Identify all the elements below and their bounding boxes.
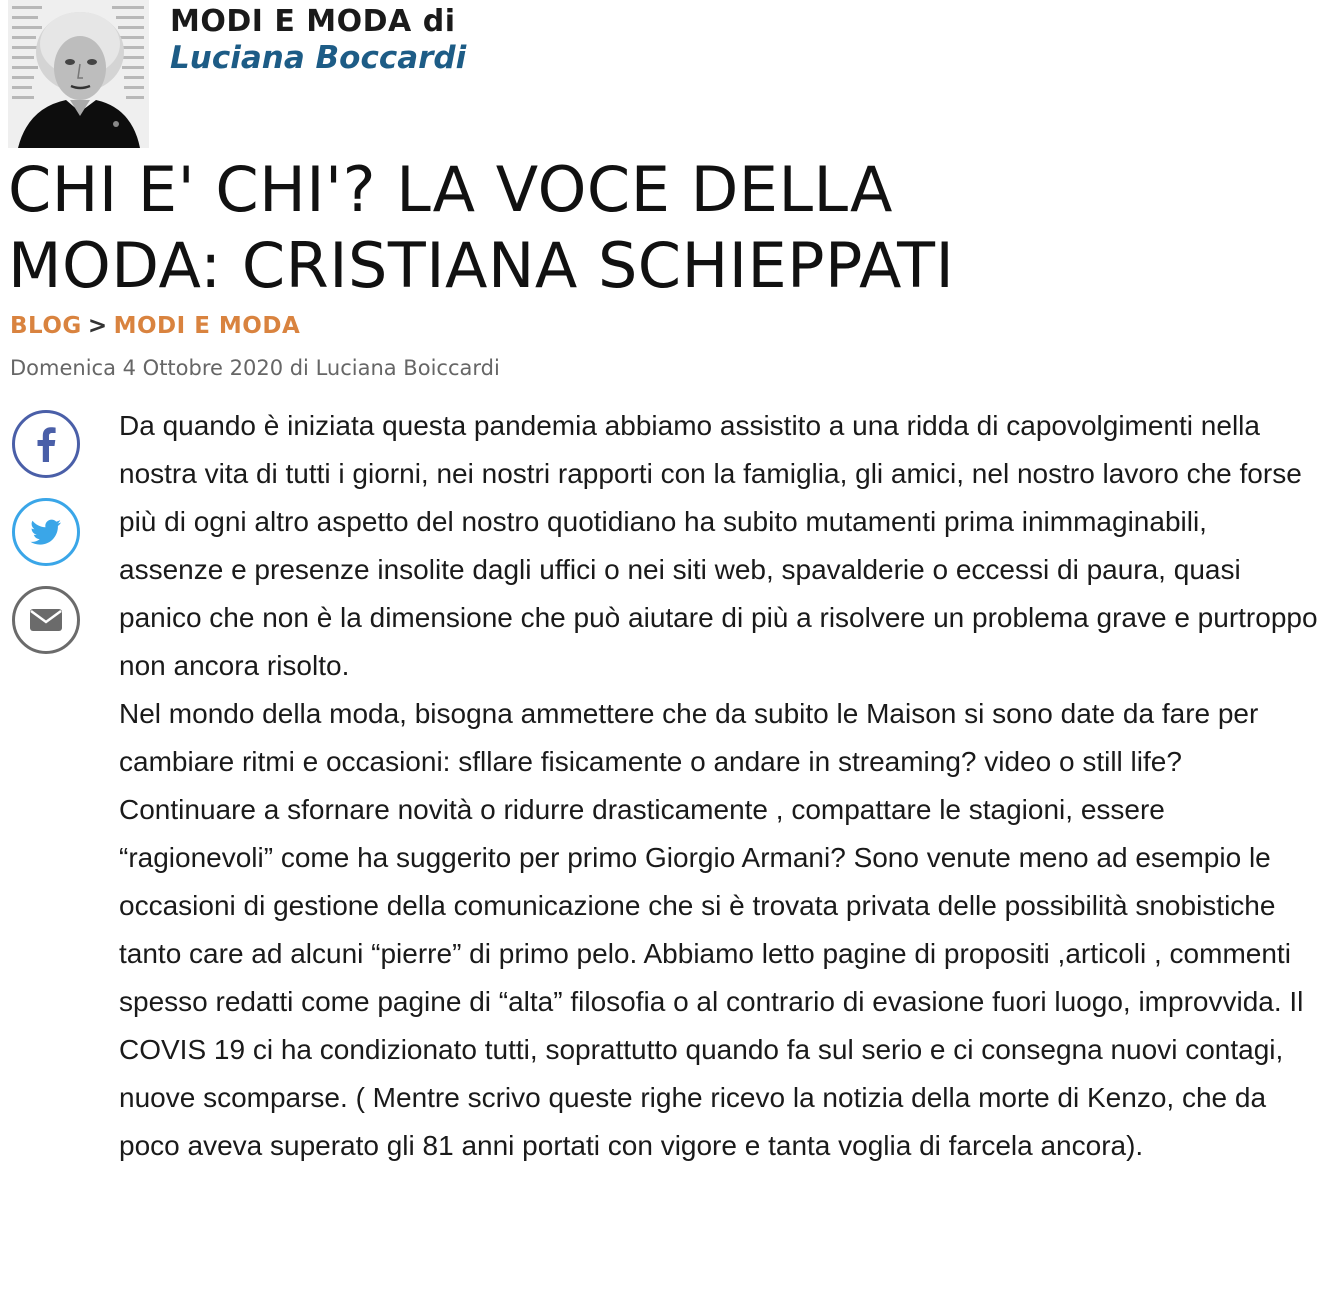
- facebook-share-button[interactable]: [12, 410, 80, 478]
- breadcrumb-modi-e-moda-link[interactable]: MODI E MODA: [113, 313, 301, 339]
- breadcrumb-blog-link[interactable]: BLOG: [10, 313, 82, 339]
- twitter-icon: [15, 501, 77, 563]
- share-bar: [12, 410, 82, 674]
- breadcrumb-separator: >: [87, 313, 108, 339]
- article-paragraph: Nel mondo della moda, bisogna ammettere che da subito le Maison si sono date da fare per cambiare ritmi e occasioni: sfllare fisicamente o andare in streaming? video o still life? Continuare a sfornare novità o ridurre drasticamente , compattare le stagioni, essere “ragionevoli” come ha suggerito per primo Giorgio Armani? Sono venute meno ad esempio le occasioni di gestione della comunicazione che si è trovata privata delle possibilità snobistiche tanto care ad alcuni “pierre” di primo pelo. Abbiamo letto pagine di propositi ,articoli , commenti spesso redatti come pagine di “alta” filosofia o al contrario di evasione fuori luogo, improvvida. Il COVIS 19 ci ha condizionato tutti, soprattutto quando fa sul serio e ci consegna nuovi contagi, nuove scomparse. ( Mentre scrivo queste righe ricevo la notizia della morte di Kenzo, che da poco aveva superato gli 81 anni portati con vigore e tanta voglia di farcela ancora).: [119, 698, 1304, 1161]
- article-body: [119, 402, 1319, 1170]
- twitter-share-button[interactable]: [12, 498, 80, 566]
- author-photo: [8, 0, 149, 148]
- facebook-icon: [15, 413, 77, 475]
- article-title: CHI E' CHI'? LA VOCE DELLA MODA: CRISTIANA SCHIEPPATI: [8, 153, 955, 302]
- column-header: [8, 0, 708, 150]
- column-author-name[interactable]: Luciana Boccardi: [170, 40, 467, 76]
- column-title: MODI E MODA di: [170, 4, 456, 39]
- breadcrumb: [10, 313, 300, 339]
- email-share-button[interactable]: [12, 586, 80, 654]
- article-paragraph: Da quando è iniziata questa pandemia abbiamo assistito a una ridda di capovolgimenti nella nostra vita di tutti i giorni, nei nostri rapporti con la famiglia, gli amici, nel nostro lavoro che forse più di ogni altro aspetto del nostro quotidiano ha subito mutamenti prima inimmaginabili, assenze e presenze insolite dagli uffici o nei siti web, spavalderie o eccessi di paura, quasi panico che non è la dimensione che può aiutare di più a risolvere un problema grave e purtroppo non ancora risolto.: [119, 410, 1318, 681]
- envelope-icon: [15, 589, 77, 651]
- article-meta: Domenica 4 Ottobre 2020 di Luciana Boiccardi: [10, 356, 500, 380]
